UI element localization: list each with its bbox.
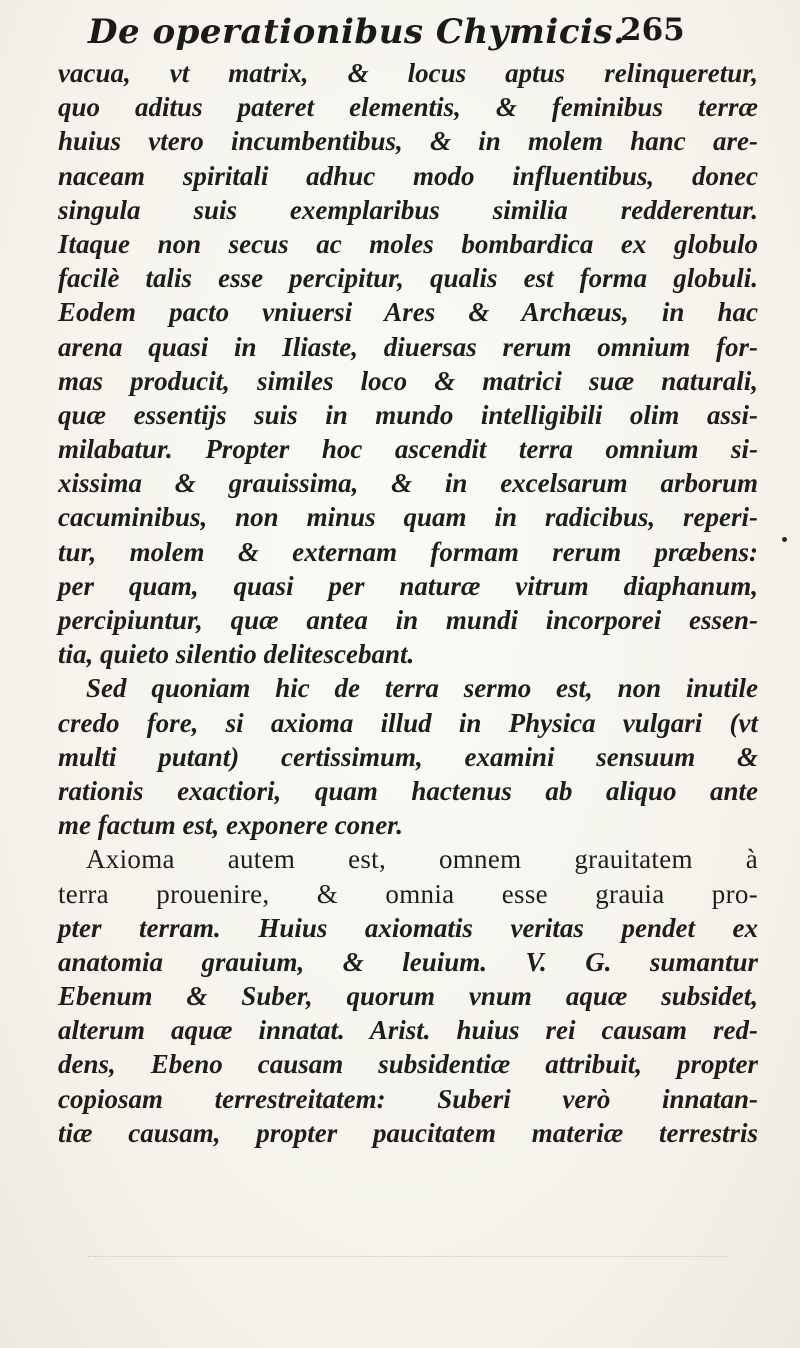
axiom-line: terra prouenire, & omnia esse grauia pro- [58, 878, 758, 909]
text-line: per quam, quasi per naturæ vitrum diaphanum, [58, 570, 758, 601]
text-line: alterum aquæ innatat. Arist. huius rei causam red- [58, 1015, 758, 1046]
text-line: credo fore, si axioma illud in Physica vulgari (vt [58, 707, 758, 738]
text-line: anatomia grauium, & leuium. V. G. sumantur [58, 946, 758, 977]
text-line: huius vtero incumbentibus, & in molem hanc are- [58, 126, 758, 157]
text-line: quo aditus pateret elementis, & feminibus terræ [58, 92, 758, 123]
text-line: tiæ causam, propter paucitatem materiæ terrestris [58, 1117, 758, 1148]
text-line: percipiuntur, quæ antea in mundi incorporei essen- [58, 605, 758, 635]
bottom-show-through [88, 1256, 728, 1258]
text-line: naceam spiritali adhuc modo influentibus, donec [58, 160, 758, 191]
text-line: me factum est, exponere coner. [58, 810, 403, 841]
text-line: arena quasi in Iliaste, diuersas rerum omnium for- [58, 331, 758, 362]
text-line: quæ essentijs suis in mundo intelligibili olim assi- [58, 399, 758, 430]
text-line: multi putant) certissimum, examini sensuum & [58, 741, 758, 772]
axiom-line: Axioma autem est, omnem grauitatem à [86, 844, 758, 875]
text-line: dens, Ebeno causam subsidentiæ attribuit, propter [58, 1049, 758, 1080]
text-line: xissima & grauissima, & in excelsarum arborum [58, 468, 758, 499]
text-line: rationis exactiori, quam hactenus ab aliquo ante [58, 775, 758, 806]
body-text [58, 56, 758, 1150]
page-number: 265 [620, 12, 685, 48]
text-line: cacuminibus, non minus quam in radicibus, reperi- [58, 502, 758, 533]
text-line: milabatur. Propter hoc ascendit terra omnium si- [58, 434, 758, 465]
text-line: vacua, vt matrix, & locus aptus relinqueretur, [58, 58, 758, 88]
text-line: copiosam terrestreitatem: Suberi verò innatan- [58, 1083, 758, 1114]
text-line: tur, molem & externam formam rerum præbens: [58, 536, 758, 567]
paragraph-start-line: Sed quoniam hic de terra sermo est, non inutile [86, 673, 758, 704]
ink-speck [782, 537, 787, 542]
text-line: singula suis exemplaribus similia redderentur. [58, 194, 758, 225]
running-header [88, 8, 728, 60]
text-line: tia, quieto silentio delitescebant. [58, 639, 415, 670]
text-line: Ebenum & Suber, quorum vnum aquæ subsidet, [58, 981, 758, 1012]
text-line: mas producit, similes loco & matrici suæ naturali, [58, 365, 758, 396]
text-line: Itaque non secus ac moles bombardica ex globulo [58, 228, 758, 259]
text-line: facilè talis esse percipitur, qualis est forma globuli. [58, 263, 758, 294]
text-line: pter terram. Huius axiomatis veritas pendet ex [58, 912, 758, 943]
running-title: De operationibus Chymicis. [88, 12, 626, 52]
text-line: Eodem pacto vniuersi Ares & Archæus, in hac [58, 297, 758, 328]
